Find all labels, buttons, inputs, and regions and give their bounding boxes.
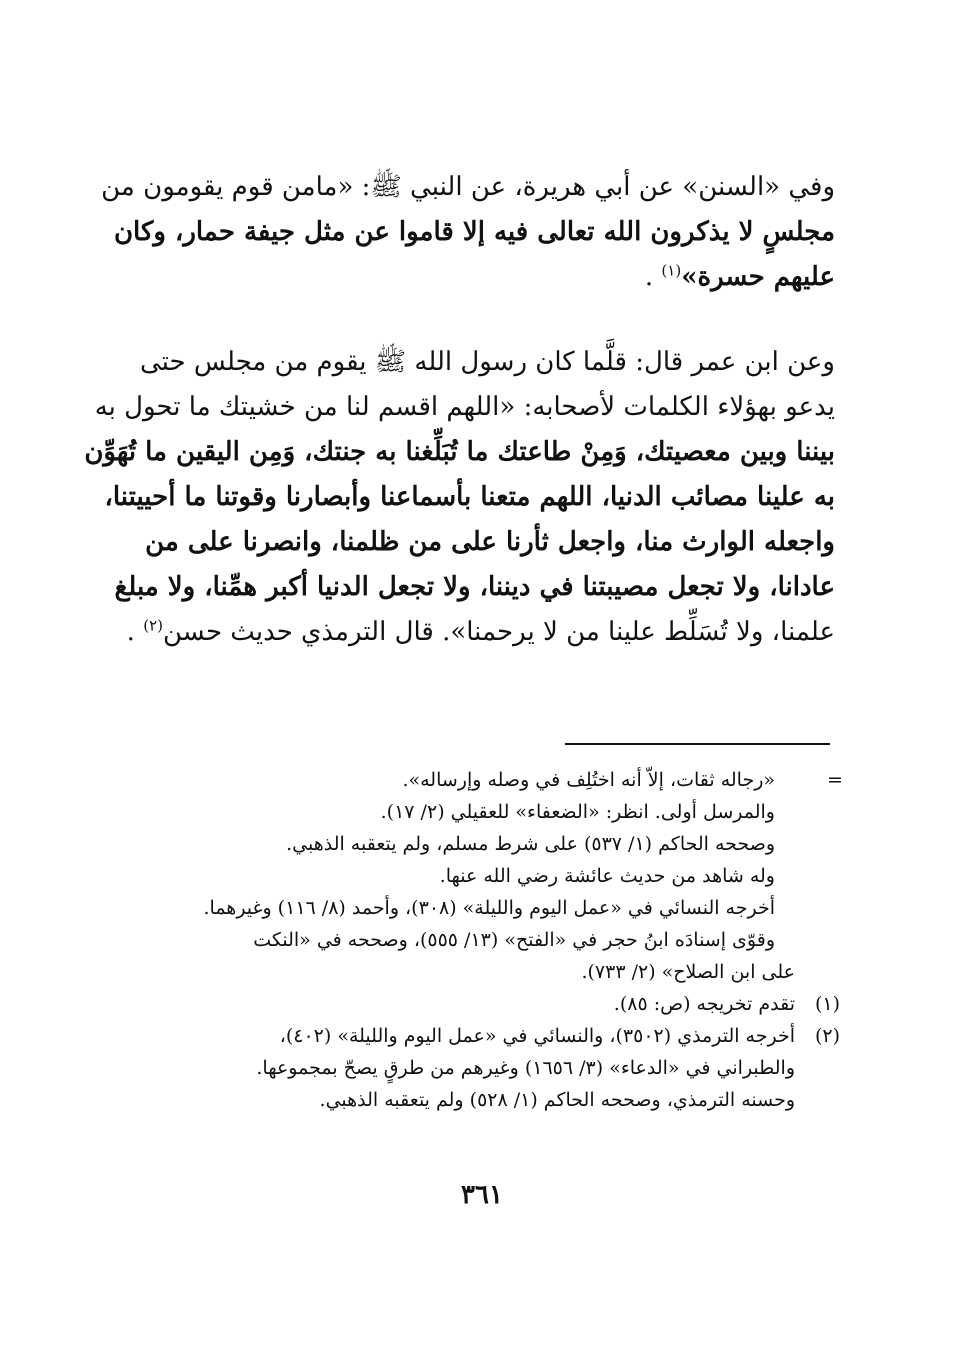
text-line: مجلسٍ لا يذكرون الله تعالى فيه إلا قاموا عن مثل جيفة حمار، وكان bbox=[113, 217, 835, 247]
text-line: بيننا وبين معصيتك، وَمِنْ طاعتك ما تُبَلِّغنا به جنتك، وَمِن اليقين ما تُهَوِّن bbox=[84, 437, 835, 467]
footnote-line: والطبراني في «الدعاء» (٣/ ١٦٥٦) وغيرهم من طرقٍ يصحّ بمجموعها. bbox=[256, 1057, 795, 1079]
text-line: به علينا مصائب الدنيا، اللهم متعنا بأسماعنا وأبصارنا وقوتنا ما أحييتنا، bbox=[104, 482, 835, 512]
text-line: وعن ابن عمر قال: قلَّما كان رسول الله ﷺ يقوم من مجلس حتى bbox=[139, 347, 835, 377]
footnote-line: وحسنه الترمذي، وصححه الحاكم (١/ ٥٢٨) ولم يتعقبه الذهبي. bbox=[319, 1089, 795, 1111]
text-line: وفي «السنن» عن أبي هريرة، عن النبي ﷺ: «مامن قوم يقومون من bbox=[101, 172, 835, 202]
footnote-number: (١) bbox=[814, 993, 840, 1015]
footnote-line: والمرسل أولى. انظر: «الضعفاء» للعقيلي (٢/ ١٧). bbox=[380, 801, 775, 823]
footnote-separator bbox=[565, 743, 830, 745]
footnote-ref-2: (٢) bbox=[143, 616, 163, 635]
paragraph-2 bbox=[84, 340, 835, 655]
text-line: واجعله الوارث منا، واجعل ثأرنا على من ظلمنا، وانصرنا على من bbox=[145, 527, 835, 557]
footnote-1: (١) تقدم تخريجه (ص: ٨٥). bbox=[135, 988, 840, 1020]
text-line: يدعو بهؤلاء الكلمات لأصحابه: «اللهم اقسم لنا من خشيتك ما تحول به bbox=[94, 392, 835, 422]
continuation-mark: = bbox=[827, 769, 843, 791]
text-line: عليهم حسرة»$^{(١)}$ . bbox=[644, 261, 835, 292]
footnote-line: أخرجه النسائي في «عمل اليوم والليلة» (٣٠٨)، وأحمد (٨/ ١١٦) وغيرهما. bbox=[203, 897, 775, 919]
footnote-ref-1: (١) bbox=[661, 261, 682, 280]
footnote-line: وصححه الحاكم (١/ ٥٣٧) على شرط مسلم، ولم يتعقبه الذهبي. bbox=[286, 833, 775, 855]
text-line: عادانا، ولا تجعل مصيبتنا في ديننا، ولا تجعل الدنيا أكبر همِّنا، ولا مبلغ bbox=[114, 572, 835, 602]
footnote-line: وله شاهد من حديث عائشة رضي الله عنها. bbox=[439, 865, 775, 887]
footnote-line: = «رجاله ثقات، إلاّ أنه اختُلِف في وصله وإرساله». bbox=[135, 764, 840, 796]
footnote-line: على ابن الصلاح» (٢/ ٧٣٣). bbox=[581, 961, 795, 983]
text-line: علمنا، ولا تُسَلِّط علينا من لا يرحمنا». قال الترمذي حديث حسن$^{(٢)}$ . bbox=[126, 616, 835, 647]
footnotes bbox=[135, 764, 843, 1116]
paragraph-1 bbox=[101, 165, 835, 300]
footnote-number: (٢) bbox=[814, 1025, 840, 1047]
page-number: ٣٦١ bbox=[461, 1180, 503, 1210]
footnote-2: (٢) أخرجه الترمذي (٣٥٠٢)، والنسائي في «عمل اليوم والليلة» (٤٠٢)، bbox=[135, 1020, 840, 1052]
footnote-line: وقوّى إسنادَه ابنُ حجر في «الفتح» (١٣/ ٥٥٥)، وصححه في «النكت bbox=[253, 929, 775, 951]
